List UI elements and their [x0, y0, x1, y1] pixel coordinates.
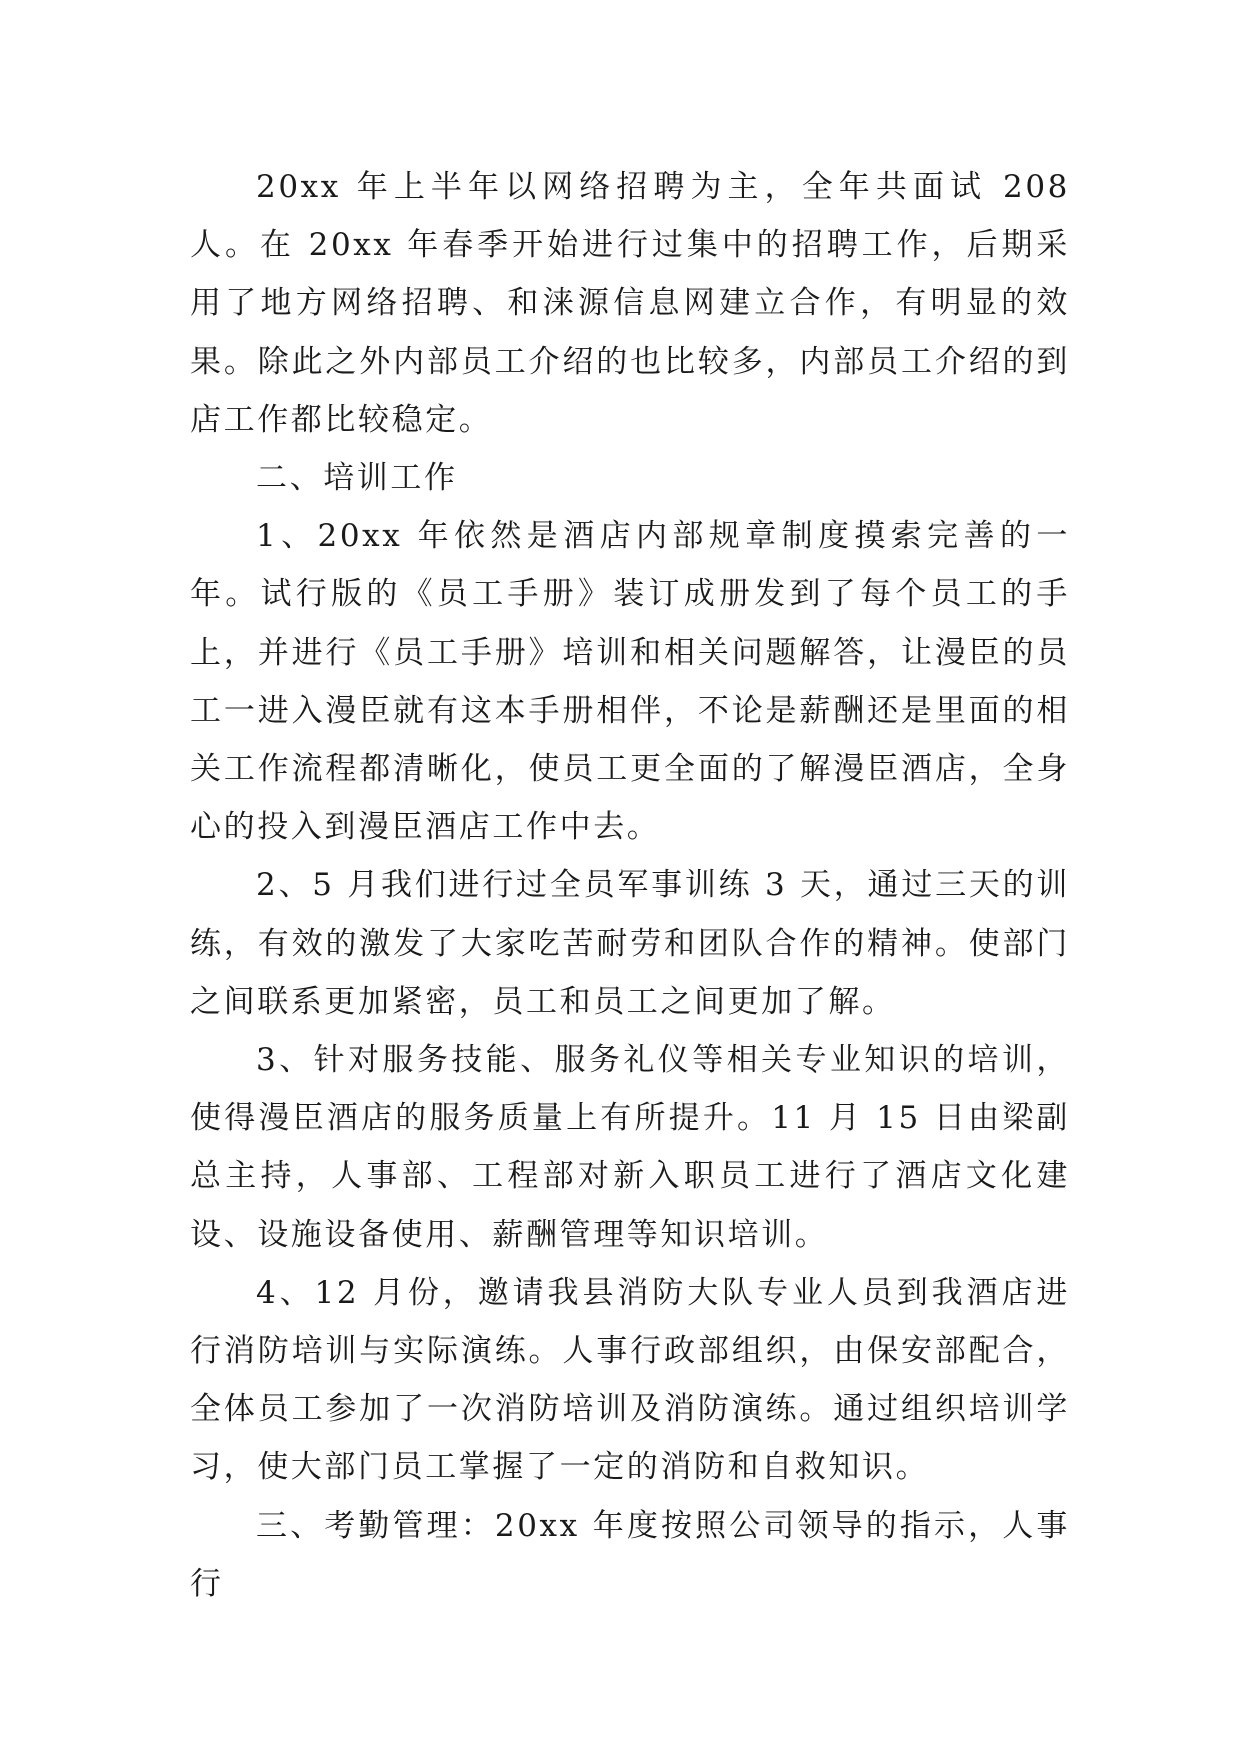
- document-body: [190, 158, 1070, 1613]
- paragraph-attendance: 三、考勤管理：20xx 年度按照公司领导的指示，人事行: [190, 1507, 1070, 1602]
- paragraph-training-4: 4、12 月份，邀请我县消防大队专业人员到我酒店进行消防培训与实际演练。人事行政部组织，由保安部配合，全体员工参加了一次消防培训及消防演练。通过组织培训学习，使大部门员工掌握了一定的消防和自救知识。: [190, 1274, 1070, 1486]
- paragraph-training-1: 1、20xx 年依然是酒店内部规章制度摸索完善的一年。试行版的《员工手册》装订成册发到了每个员工的手上，并进行《员工手册》培训和相关问题解答，让漫臣的员工一进入漫臣就有这本手册相伴，不论是薪酬还是里面的相关工作流程都清晰化，使员工更全面的了解漫臣酒店，全身心的投入到漫臣酒店工作中去。: [190, 518, 1070, 846]
- paragraph-training-2: 2、5 月我们进行过全员军事训练 3 天，通过三天的训练，有效的激发了大家吃苦耐劳和团队合作的精神。使部门之间联系更加紧密，员工和员工之间更加了解。: [190, 867, 1070, 1020]
- paragraph-recruitment: 20xx 年上半年以网络招聘为主，全年共面试 208 人。在 20xx 年春季开始进行过集中的招聘工作，后期采用了地方网络招聘、和涞源信息网建立合作，有明显的效果。除此之外内部员工介绍的也比较多，内部员工介绍的到店工作都比较稳定。: [190, 169, 1070, 438]
- heading-training: 二、培训工作: [256, 460, 458, 497]
- paragraph-training-3: 3、针对服务技能、服务礼仪等相关专业知识的培训，使得漫臣酒店的服务质量上有所提升。11 月 15 日由梁副总主持，人事部、工程部对新入职员工进行了酒店文化建设、设施设备使用、薪酬管理等知识培训。: [190, 1042, 1070, 1253]
